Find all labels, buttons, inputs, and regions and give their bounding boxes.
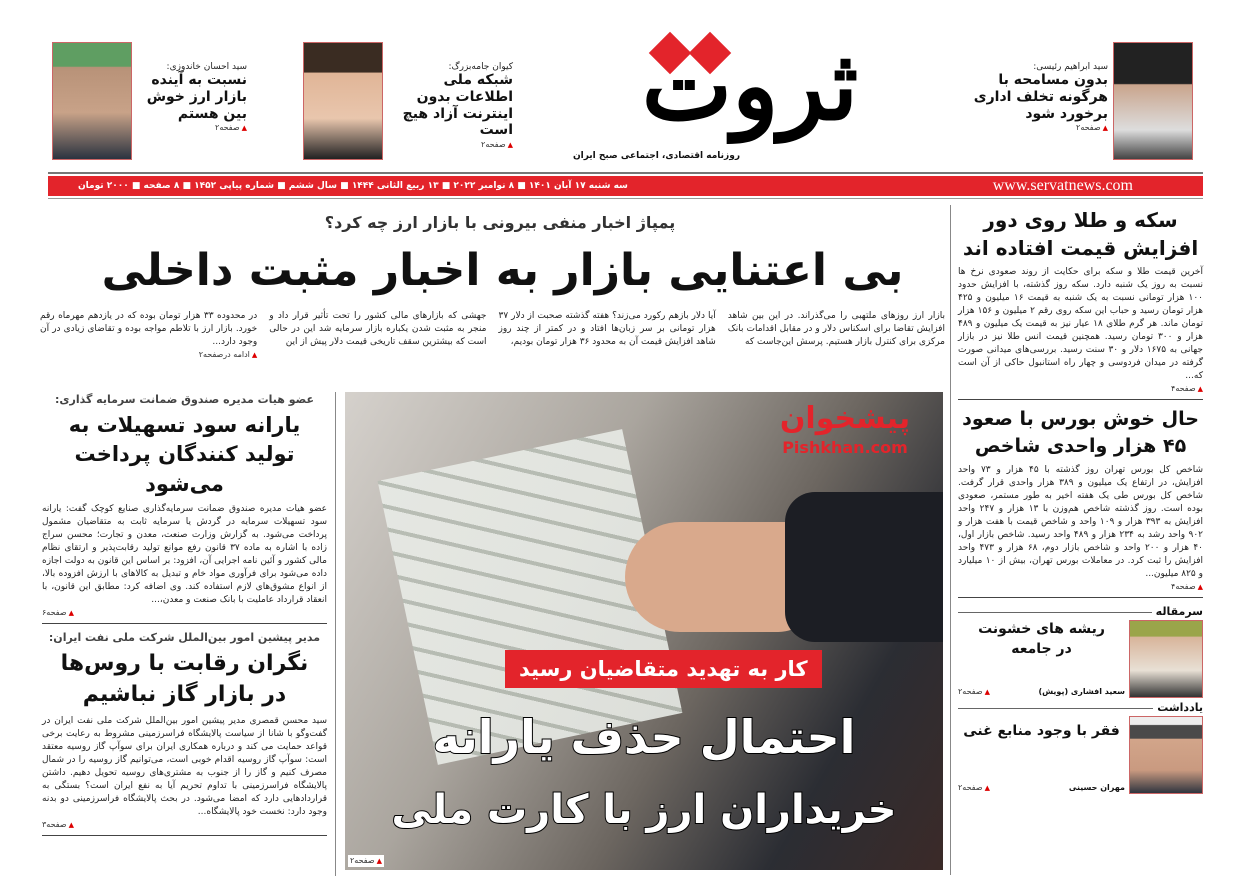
lead-col: بازار ارز روزهای ملتهبی را می‌گذراند. در این بین شاهد افزایش تقاضا برای اسکناس دلار و در مقابل اقدامات بانک مرکزی برای کنترل بازار هستیم. پرسش این‌جاست که — [727, 311, 945, 347]
photo-label: کار به تهدید متقاضیان رسید — [505, 650, 822, 688]
masthead-logo — [560, 28, 940, 143]
note-item[interactable]: فقر با وجود منابع غنی مهران حسینی ▲ صفحه۲ — [958, 716, 1203, 794]
website-link[interactable]: www.servatnews.com — [992, 177, 1133, 194]
jamebozorg-photo — [303, 42, 383, 160]
date-bar — [48, 176, 1203, 196]
teaser-raisi[interactable]: سید ابراهیم رئیسی: بدون مسامحه با هرگونه تخلف اداری برخورد شود ▲ صفحه۲ — [972, 62, 1108, 134]
right-story-bourse[interactable]: حال خوش بورس با صعود ۴۵ هزار واحدی شاخص شاخص کل بورس تهران روز گذشته با ۴۵ هزار و ۷۳ واحد افزایش، در ارتفاع یک میلیون و ۳۸۹ هزار واحدی قرار گرفت. شاخص کل بورس طی یک هفته اخیر به طور مستمر، صعودی بوده است. روز گذشته شاخص هم‌وزن با ۱۳ هزار و ۲۴۷ واحد افزایش به ۳۹۳ هزار و ۱۰۹ واحد و شاخص قیمت با هفت هزار و ۹۰۲ واحد رشد به ۲۳۴ هزار و ۴۸۹ واحد رسید. شاخص بازار اول، ۴۰ هزار و ۲۰۰ واحد و شاخص بازار دوم، ۶۸ هزار و ۴۷۳ واحد افزایش را ثبت کرد. در معاملات بورس تهران، بیش از ۱۰ میلیارد و ۸۲۵ میلیون... ▲ صفحه۴ — [958, 406, 1203, 598]
sleeve-image — [785, 492, 943, 642]
lead-col: در محدوده ۳۳ هزار تومان بوده که در یازدهم مهرماه رقم خورد. بازار ارز با تلاطم مواجه بوده و تقاضای زیادی در آن وجود دارد... — [40, 311, 258, 347]
photo-ref[interactable]: ▲ صفحه۲ — [348, 855, 384, 867]
teaser-jamebozorg[interactable]: کیوان جامه‌بزرگ: شبکه ملی اطلاعات بدون اینترنت آزاد هیچ است ▲ صفحه۲ — [388, 62, 513, 151]
photo-headline-1[interactable]: احتمال حذف یارانه — [432, 710, 856, 764]
right-story-gold[interactable]: سکه و طلا روی دور افزایش قیمت افتاده اند آخرین قیمت طلا و سکه برای حکایت از روند صعودی نرخ ها نسبت به روز یک شنبه دارد. سکه روز گذشته، با افزایش حدود ۱۰۰ هزار تومانی نسبت به یک شنبه به قیمت ۱۶ میلیون و ۴۲۵ هزار تومان رسید و حباب این سکه روی رقم ۲ میلیون و ۱۵۶ هزار تومان ماند. هر گرم طلای ۱۸ عیار نیز به قیمت یک میلیون و ۴۸۹ هزار و ۳۰۰ تومان رسید. همچنین قیمت انس طلا نیز در بازار جهانی به ۱۶۷۵ دلار و ۳۰ سنت رسید. بررسی‌های میدانی صورت گرفته در میدان فردوسی و چهار راه استانبول حاکی از آن است که... ▲ صفحه۴ — [958, 206, 1203, 400]
photo-headline-2[interactable]: خریداران ارز با کارت ملی — [391, 787, 897, 833]
lead-continue-link[interactable]: ▲ ادامه درصفحه۲ — [40, 349, 257, 361]
afshari-photo — [1129, 620, 1203, 698]
dateline: سه شنبه ۱۷ آبان ۱۴۰۱ ■ ۸ نوامبر ۲۰۲۲ ■ ۱۳ ربیع الثانی ۱۴۴۴ ■ سال ششم ■ شماره پیاپی ۱۴۵۲ ■ ۸ صفحه ■ ۲۰۰۰ تومان — [78, 181, 628, 191]
lead-columns — [40, 310, 945, 361]
logo-text: ثروت — [641, 29, 859, 142]
raisi-photo — [1113, 42, 1193, 160]
editorial-section-label: سرمقاله — [958, 604, 1203, 620]
left-story-2[interactable]: مدیر پیشین امور بین‌الملل شرکت ملی نفت ایران: نگران رقابت با روس‌ها در بازار گاز نباشیم سید محسن قمصری مدیر پیشین امور بین‌الملل شرکت ملی نفت ایران در گفت‌وگو با شانا از سیاست پالایشگاه فراسرزمینی مشروط به رعایت برخی قواعد حمایت می کند و درباره همکاری ایران برای سوآپ گاز روسیه معتقد است: سوآپ گاز روسیه اقدام خوبی است، می‌توانیم گاز روسیه را در شمال مصرف کنیم و گاز را از جنوب به مشتری‌های روسیه تحویل دهیم. داشتن پالایشگاه فراسرزمینی با تداوم تحریم آیا به نفع ایران است؟ بستگی به قراردادهایی دارد که امضا می‌شود. در بحث پالایشگاه فراسرزمینی دو بدنه وجود دارد: نخست خود پالایشگاه... ▲ صفحه۳ — [42, 630, 327, 836]
left-column — [42, 392, 327, 842]
lead-kicker: پمپاژ اخبار منفی بیرونی با بازار ارز چه کرد؟ — [324, 213, 676, 232]
khandouzi-photo — [52, 42, 132, 160]
lead-headline[interactable]: بی اعتنایی بازار به اخبار مثبت داخلی — [101, 245, 904, 296]
left-story-1[interactable]: عضو هیات مدیره صندوق ضمانت سرمایه گذاری: یارانه سود تسهیلات به تولید کنندگان پرداخت می‌شود عضو هیات مدیره صندوق ضمانت سرمایه‌گذاری صنایع کوچک گفت: یارانه سود تسهیلات سرمایه در گردش یا سرمایه ثابت به متقاضیان مشمول پرداخت می‌شود. به گزارش وزارت صنعت، معدن و تجارت؛ محسن سراج زاده با اشاره به ماده ۳۷ قانون رفع موانع تولید رقابت‌پذیر و ارتقای نظام مالی کشور و آئین نامه اجرایی آن، افزود: بر اساس این قانون به دولت اجازه داده می‌شود برای فرآوری مواد خام و تبدیل به کالاهای با ارزش افزوده بالا، از انواع مشوق‌های لازم استفاده کند. وی اضافه کرد: مطابق این قانون، با انعقاد قرارداد عاملیت با بانک صنعت و معدن،... ▲ صفحه۶ — [42, 392, 327, 624]
editorial-item[interactable]: ریشه های خشونت در جامعه سعید افشاری (پویش) ▲ صفحه۲ — [958, 620, 1203, 698]
tagline: روزنامه اقتصادی، اجتماعی صبح ایران — [572, 151, 740, 161]
note-section-label: یادداشت — [958, 700, 1203, 716]
pishkhan-watermark: پیشخوان Pishkhan.com — [779, 401, 911, 457]
lead-col: جهشی که بازارهای مالی کشور را تحت تأثیر قرار داد و منجر به مثبت شدن یکباره بازار سرمایه شد این در حالی است که بیشترین سقف تاریخی قیمت دلار پیش از این — [269, 311, 487, 347]
right-column — [958, 206, 1203, 796]
hosseini-photo — [1129, 716, 1203, 794]
teaser-khandouzi[interactable]: سید احسان خاندوزی: نسبت به آینده بازار ارز خوش بین هستم ▲ صفحه۲ — [137, 62, 247, 134]
lead-col: آیا دلار بازهم رکورد می‌زند؟ هفته گذشته صحبت از دلار ۳۷ هزار تومانی بر سر زبان‌ها افتاد و در کمتر از چند روز شاهد افزایش قیمت آن به محدود ۳۶ هزار تومان بودیم، — [498, 311, 716, 347]
